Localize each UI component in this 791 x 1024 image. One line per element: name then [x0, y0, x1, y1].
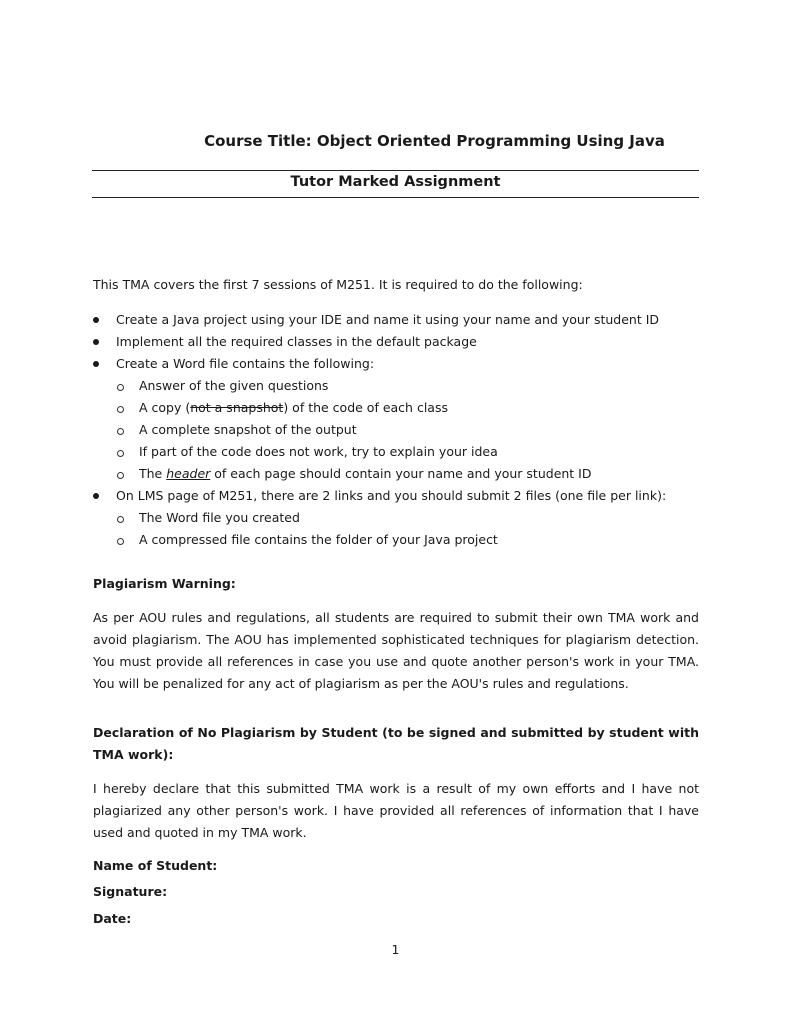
- plagiarism-heading: Plagiarism Warning:: [93, 576, 236, 591]
- sub-item-text-end: of each page should contain your name and your student ID: [210, 466, 592, 481]
- course-title: Course Title: Object Oriented Programming Using Java: [204, 132, 665, 150]
- sub-list-item: [116, 441, 699, 463]
- word-file-sublist: [116, 375, 699, 485]
- title-rule-bottom: [92, 197, 699, 198]
- sub-list-item: [116, 419, 699, 441]
- list-item-text: Implement all the required classes in the default package: [116, 334, 477, 349]
- circle-bullet-icon: [117, 406, 124, 413]
- sub-list-item: [116, 463, 699, 485]
- student-name-label: Name of Student:: [93, 858, 218, 873]
- bullet-icon: [93, 361, 99, 367]
- list-item-text: On LMS page of M251, there are 2 links and you should submit 2 files (one file per link):: [116, 488, 667, 503]
- sub-item-text: If part of the code does not work, try to explain your idea: [139, 444, 498, 459]
- circle-bullet-icon: [117, 450, 124, 457]
- declaration-paragraph: I hereby declare that this submitted TMA work is a result of my own efforts and I have not plagiarized any other person's work. I have provided all references of information that I have used and quoted in my TMA work.: [93, 781, 699, 840]
- lms-sublist: [116, 507, 699, 551]
- circle-bullet-icon: [117, 538, 124, 545]
- list-item-text: Create a Word file contains the following:: [116, 356, 375, 371]
- title-rule-top: [92, 170, 699, 171]
- assignment-title: Tutor Marked Assignment: [290, 174, 501, 190]
- plagiarism-paragraph: As per AOU rules and regulations, all students are required to submit their own TMA work and avoid plagiarism. The AOU has implemented sophisticated techniques for plagiarism detection. You must provide all references in case you use and quote another person's work in your TMA. You will be penalized for any act of plagiarism as per the AOU's rules and regulations.: [93, 610, 699, 691]
- circle-bullet-icon: [117, 428, 124, 435]
- sub-list-item: [116, 507, 699, 529]
- sub-item-text: Answer of the given questions: [139, 378, 329, 393]
- list-item: [93, 353, 699, 485]
- struck-text: not a snapshot: [190, 400, 284, 415]
- requirements-list: [93, 309, 699, 551]
- sub-item-text: A complete snapshot of the output: [139, 422, 357, 437]
- sub-item-text: A compressed file contains the folder of your Java project: [139, 532, 498, 547]
- list-item: [93, 331, 699, 353]
- circle-bullet-icon: [117, 516, 124, 523]
- bullet-icon: [93, 339, 99, 345]
- intro-paragraph: This TMA covers the first 7 sessions of M251. It is required to do the following:: [93, 277, 583, 292]
- date-label: Date:: [93, 911, 132, 926]
- bullet-icon: [93, 493, 99, 499]
- sub-item-text-start: The: [139, 466, 167, 481]
- sub-item-text-start: A copy (: [139, 400, 191, 415]
- list-item: [93, 309, 699, 331]
- sub-list-item: [116, 375, 699, 397]
- sub-item-text-end: ) of the code of each class: [283, 400, 448, 415]
- circle-bullet-icon: [117, 472, 124, 479]
- list-item: [93, 485, 699, 551]
- list-item-text: Create a Java project using your IDE and name it using your name and your student ID: [116, 312, 660, 327]
- sub-item-text: The Word file you created: [139, 510, 300, 525]
- declaration-heading: Declaration of No Plagiarism by Student (to be signed and submitted by student with TMA work):: [93, 725, 699, 762]
- bullet-icon: [93, 317, 99, 323]
- sub-list-item: [116, 529, 699, 551]
- circle-bullet-icon: [117, 384, 124, 391]
- signature-label: Signature:: [93, 884, 168, 899]
- page-number: 1: [391, 942, 400, 957]
- underlined-header-word: header: [166, 466, 211, 481]
- sub-list-item: [116, 397, 699, 419]
